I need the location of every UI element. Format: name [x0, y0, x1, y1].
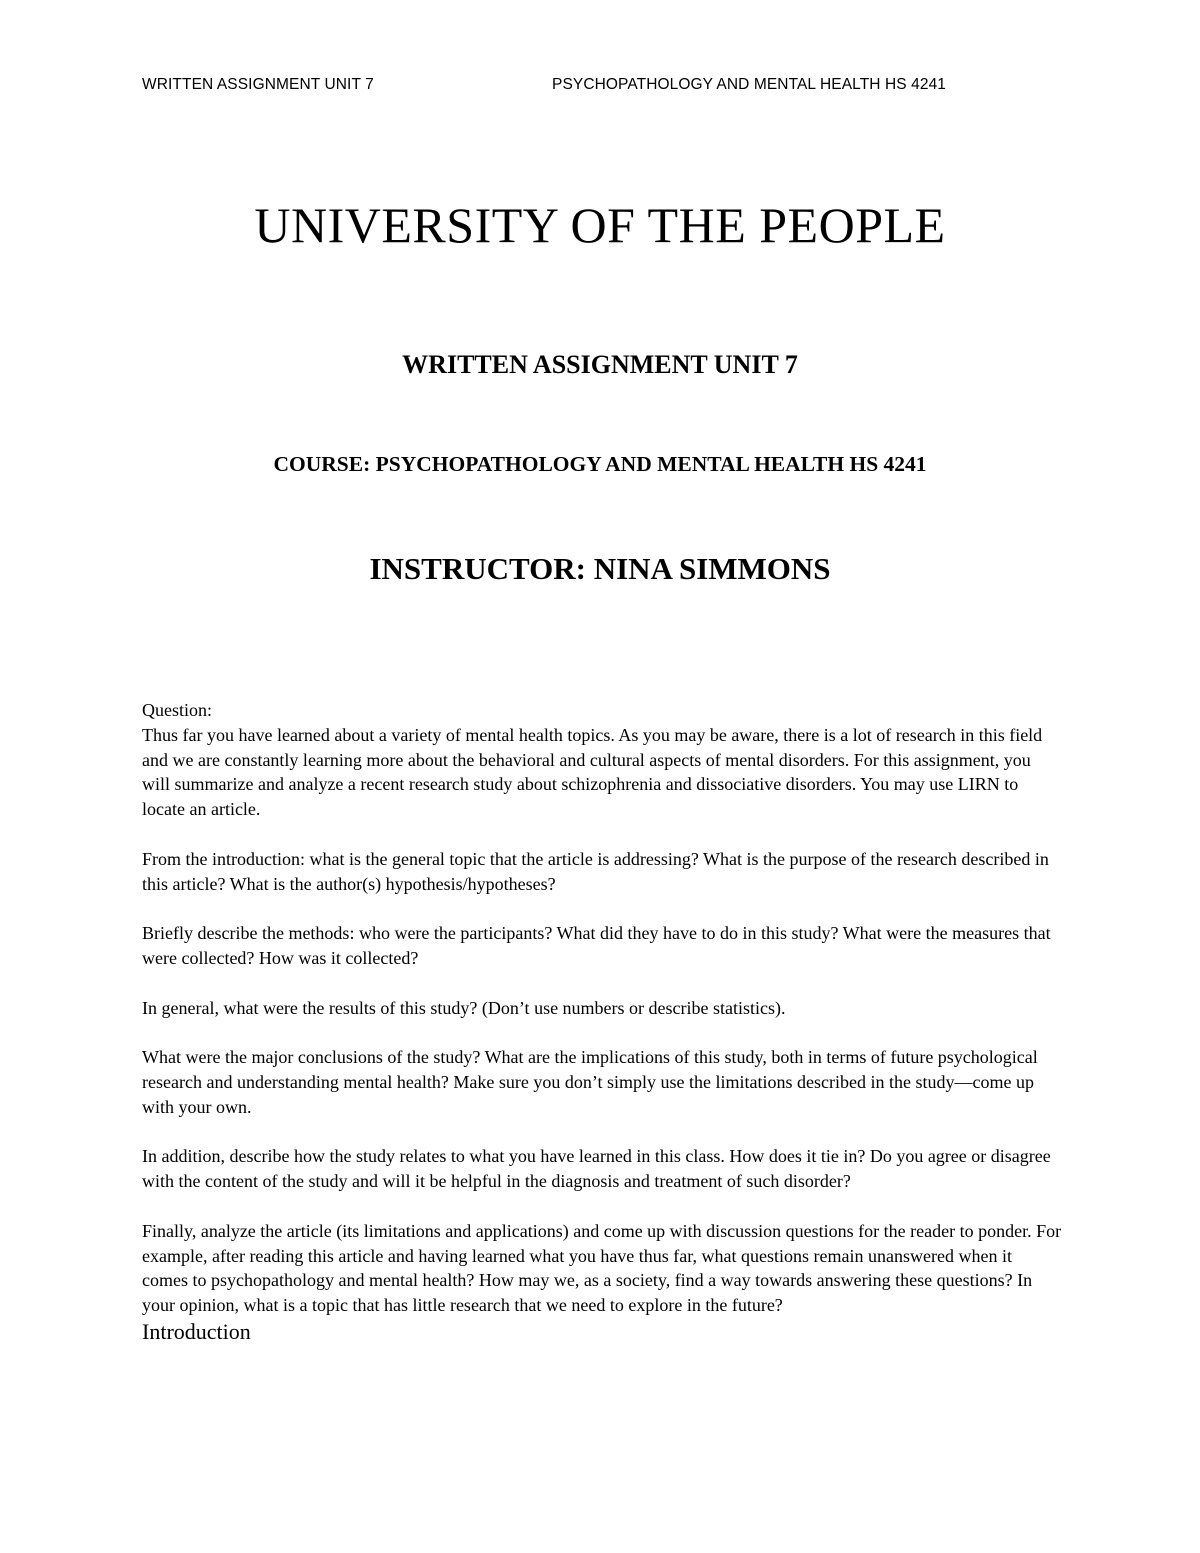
- question-label: Question:: [142, 700, 212, 720]
- university-title: UNIVERSITY OF THE PEOPLE: [254, 197, 946, 253]
- paragraph: In addition, describe how the study relates to what you have learned in this class. How does it tie in? Do you agree or disagree with the content of the study and will it be helpful in the diagnosis and treatment of such disorder?: [142, 1146, 1051, 1192]
- assignment-title: WRITTEN ASSIGNMENT UNIT 7: [402, 350, 798, 379]
- section-heading-introduction: Introduction: [142, 1318, 251, 1344]
- header-right-course: PSYCHOPATHOLOGY AND MENTAL HEALTH HS 4241: [552, 76, 947, 93]
- course-title: COURSE: PSYCHOPATHOLOGY AND MENTAL HEALTH HS 4241: [273, 452, 927, 476]
- paragraph: Thus far you have learned about a variety of mental health topics. As you may be aware, there is a lot of research in this field and we are constantly learning more about the behavioral and cultural aspects of mental disorders. For this assignment, you will summarize and analyze a recent research study about schizophrenia and dissociative disorders. You may use LIRN to locate an article.: [142, 724, 1043, 820]
- header-left-title: WRITTEN ASSIGNMENT UNIT 7: [142, 76, 374, 93]
- paragraph: In general, what were the results of this study? (Don’t use numbers or describe statistics).: [142, 997, 786, 1018]
- paragraph: Briefly describe the methods: who were the participants? What did they have to do in this study? What were the measures that were collected? How was it collected?: [142, 923, 1051, 968]
- running-header: [0, 76, 1200, 98]
- paragraph: What were the major conclusions of the study? What are the implications of this study, both in terms of future psychological research and understanding mental health? Make sure you don’t simply use the limitations described in the study—come up with your own.: [142, 1047, 1038, 1117]
- instructor-title: INSTRUCTOR: NINA SIMMONS: [369, 551, 831, 586]
- paragraph: From the introduction: what is the general topic that the article is addressing? What is the purpose of the research described in this article? What is the author(s) hypothesis/hypotheses?: [142, 848, 1049, 894]
- paragraph: Finally, analyze the article (its limitations and applications) and come up with discussion questions for the reader to ponder. For example, after reading this article and having learned what you have thus far, what questions remain unanswered when it comes to psychopathology and mental health? How may we, as a society, find a way towards answering these questions? In your opinion, what is a topic that has little research that we need to explore in the future?: [142, 1220, 1062, 1316]
- assignment-body: [142, 698, 1062, 1346]
